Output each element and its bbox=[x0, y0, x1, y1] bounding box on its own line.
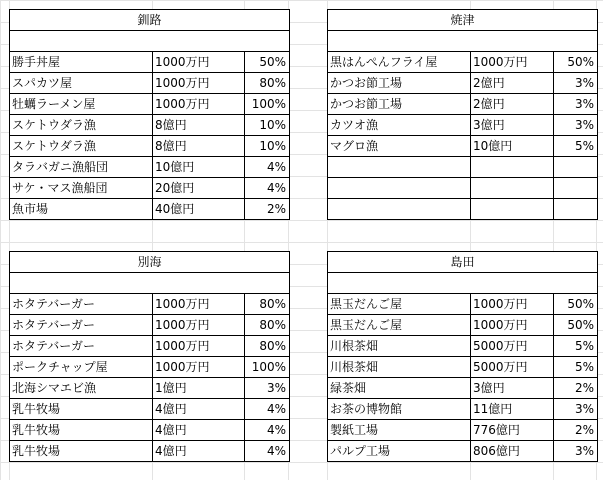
rate-cell[interactable]: 5% bbox=[554, 357, 598, 378]
cost-cell[interactable]: 4億円 bbox=[153, 441, 245, 462]
business-cell[interactable]: 牡蠣ラーメン屋 bbox=[10, 94, 153, 115]
table-row bbox=[10, 178, 290, 199]
rate-cell[interactable]: 5% bbox=[554, 136, 598, 157]
business-cell[interactable]: 北海シマエビ漁 bbox=[10, 378, 153, 399]
business-cell[interactable]: ホタテバーガー bbox=[10, 315, 153, 336]
rate-cell[interactable]: 100% bbox=[245, 357, 290, 378]
cost-cell[interactable]: 10億円 bbox=[153, 157, 245, 178]
business-cell[interactable]: 黒玉だんご屋 bbox=[328, 294, 471, 315]
rate-cell[interactable]: 2% bbox=[245, 199, 290, 220]
rate-cell[interactable] bbox=[554, 157, 598, 178]
table-title[interactable]: 釧路 bbox=[10, 10, 290, 31]
blank-cell[interactable] bbox=[10, 273, 290, 294]
table-shimada bbox=[327, 251, 598, 462]
blank-row bbox=[10, 273, 290, 294]
business-cell[interactable]: サケ・マス漁船団 bbox=[10, 178, 153, 199]
rate-cell[interactable]: 80% bbox=[245, 336, 290, 357]
table-row bbox=[328, 199, 598, 220]
cost-cell[interactable]: 776億円 bbox=[471, 420, 554, 441]
rate-cell[interactable]: 50% bbox=[245, 52, 290, 73]
business-cell[interactable]: ホタテバーガー bbox=[10, 294, 153, 315]
table-row bbox=[10, 94, 290, 115]
cost-cell[interactable]: 8億円 bbox=[153, 115, 245, 136]
business-cell[interactable]: 乳牛牧場 bbox=[10, 420, 153, 441]
table-header-row bbox=[10, 10, 290, 31]
table-row bbox=[10, 136, 290, 157]
cost-cell[interactable] bbox=[471, 199, 554, 220]
cost-cell[interactable]: 5000万円 bbox=[471, 357, 554, 378]
business-cell[interactable]: パルプ工場 bbox=[328, 441, 471, 462]
business-cell[interactable]: スケトウダラ漁 bbox=[10, 115, 153, 136]
cost-cell[interactable]: 1000万円 bbox=[153, 73, 245, 94]
table-row bbox=[328, 73, 598, 94]
rate-cell[interactable]: 50% bbox=[554, 52, 598, 73]
table-kushiro bbox=[9, 9, 290, 220]
cost-cell[interactable]: 1000万円 bbox=[153, 52, 245, 73]
table-row bbox=[10, 357, 290, 378]
business-cell[interactable]: お茶の博物館 bbox=[328, 399, 471, 420]
rate-cell[interactable] bbox=[554, 199, 598, 220]
rate-cell[interactable]: 10% bbox=[245, 115, 290, 136]
table-row bbox=[10, 378, 290, 399]
cost-cell[interactable]: 10億円 bbox=[471, 136, 554, 157]
cost-cell[interactable]: 11億円 bbox=[471, 399, 554, 420]
rate-cell[interactable]: 3% bbox=[554, 94, 598, 115]
blank-row bbox=[328, 31, 598, 52]
table-row bbox=[10, 52, 290, 73]
cost-cell[interactable]: 8億円 bbox=[153, 136, 245, 157]
rate-cell[interactable]: 4% bbox=[245, 178, 290, 199]
table-row bbox=[328, 115, 598, 136]
business-cell[interactable] bbox=[328, 178, 471, 199]
table-header-row bbox=[328, 10, 598, 31]
cost-cell[interactable]: 1億円 bbox=[153, 378, 245, 399]
table-row bbox=[328, 94, 598, 115]
cost-cell[interactable]: 1000万円 bbox=[153, 94, 245, 115]
table-row bbox=[328, 336, 598, 357]
business-cell[interactable]: スケトウダラ漁 bbox=[10, 136, 153, 157]
cost-cell[interactable]: 1000万円 bbox=[153, 336, 245, 357]
blank-cell[interactable] bbox=[328, 273, 598, 294]
table-row bbox=[10, 336, 290, 357]
table-row bbox=[328, 441, 598, 462]
table-row bbox=[328, 178, 598, 199]
cost-cell[interactable]: 3億円 bbox=[471, 115, 554, 136]
cost-cell[interactable] bbox=[471, 178, 554, 199]
table-header-row bbox=[10, 252, 290, 273]
cost-cell[interactable] bbox=[471, 157, 554, 178]
rate-cell[interactable]: 4% bbox=[245, 157, 290, 178]
table-row bbox=[10, 441, 290, 462]
table-row bbox=[10, 73, 290, 94]
blank-cell[interactable] bbox=[10, 31, 290, 52]
rate-cell[interactable]: 80% bbox=[245, 315, 290, 336]
rate-cell[interactable]: 4% bbox=[245, 420, 290, 441]
cost-cell[interactable]: 5000万円 bbox=[471, 336, 554, 357]
table-row bbox=[328, 399, 598, 420]
table-row bbox=[10, 294, 290, 315]
table-row bbox=[10, 199, 290, 220]
table-row bbox=[328, 52, 598, 73]
business-cell[interactable]: マグロ漁 bbox=[328, 136, 471, 157]
rate-cell[interactable]: 5% bbox=[554, 336, 598, 357]
business-cell[interactable]: 緑茶畑 bbox=[328, 378, 471, 399]
table-row bbox=[328, 294, 598, 315]
business-cell[interactable]: スパカツ屋 bbox=[10, 73, 153, 94]
business-cell[interactable] bbox=[328, 157, 471, 178]
cost-cell[interactable]: 4億円 bbox=[153, 420, 245, 441]
cost-cell[interactable]: 4億円 bbox=[153, 399, 245, 420]
business-cell[interactable]: 乳牛牧場 bbox=[10, 399, 153, 420]
cost-cell[interactable]: 40億円 bbox=[153, 199, 245, 220]
rate-cell[interactable]: 2% bbox=[554, 378, 598, 399]
cost-cell[interactable]: 2億円 bbox=[471, 73, 554, 94]
rate-cell[interactable]: 80% bbox=[245, 294, 290, 315]
blank-row bbox=[10, 31, 290, 52]
table-header-row bbox=[328, 252, 598, 273]
rate-cell[interactable]: 100% bbox=[245, 94, 290, 115]
table-title[interactable]: 焼津 bbox=[328, 10, 598, 31]
business-cell[interactable]: カツオ漁 bbox=[328, 115, 471, 136]
cost-cell[interactable]: 1000万円 bbox=[471, 315, 554, 336]
rate-cell[interactable]: 3% bbox=[554, 115, 598, 136]
cost-cell[interactable]: 2億円 bbox=[471, 94, 554, 115]
business-cell[interactable]: 乳牛牧場 bbox=[10, 441, 153, 462]
business-cell[interactable]: 黒はんぺんフライ屋 bbox=[328, 52, 471, 73]
rate-cell[interactable]: 50% bbox=[554, 315, 598, 336]
rate-cell[interactable]: 4% bbox=[245, 441, 290, 462]
business-cell[interactable] bbox=[328, 199, 471, 220]
rate-cell[interactable]: 3% bbox=[554, 73, 598, 94]
table-row bbox=[10, 157, 290, 178]
table-row bbox=[328, 378, 598, 399]
business-cell[interactable]: 川根茶畑 bbox=[328, 336, 471, 357]
table-title[interactable]: 島田 bbox=[328, 252, 598, 273]
business-cell[interactable]: 黒玉だんご屋 bbox=[328, 315, 471, 336]
business-cell[interactable]: タラバガニ漁船団 bbox=[10, 157, 153, 178]
rate-cell[interactable]: 3% bbox=[554, 399, 598, 420]
cost-cell[interactable]: 20億円 bbox=[153, 178, 245, 199]
business-cell[interactable]: 川根茶畑 bbox=[328, 357, 471, 378]
table-title[interactable]: 別海 bbox=[10, 252, 290, 273]
table-row bbox=[328, 357, 598, 378]
table-row bbox=[10, 115, 290, 136]
table-row bbox=[10, 399, 290, 420]
rate-cell[interactable]: 50% bbox=[554, 294, 598, 315]
table-row bbox=[10, 420, 290, 441]
cost-cell[interactable]: 806億円 bbox=[471, 441, 554, 462]
table-row bbox=[328, 136, 598, 157]
cost-cell[interactable]: 3億円 bbox=[471, 378, 554, 399]
blank-row bbox=[328, 273, 598, 294]
blank-cell[interactable] bbox=[328, 31, 598, 52]
cost-cell[interactable]: 1000万円 bbox=[471, 294, 554, 315]
table-row bbox=[328, 420, 598, 441]
rate-cell[interactable]: 4% bbox=[245, 399, 290, 420]
cost-cell[interactable]: 1000万円 bbox=[153, 294, 245, 315]
business-cell[interactable]: 魚市場 bbox=[10, 199, 153, 220]
rate-cell[interactable]: 10% bbox=[245, 136, 290, 157]
business-cell[interactable]: ポークチャップ屋 bbox=[10, 357, 153, 378]
business-cell[interactable]: かつお節工場 bbox=[328, 73, 471, 94]
cost-cell[interactable]: 1000万円 bbox=[471, 52, 554, 73]
rate-cell[interactable]: 2% bbox=[554, 420, 598, 441]
cost-cell[interactable]: 1000万円 bbox=[153, 315, 245, 336]
table-betsukai bbox=[9, 251, 290, 462]
business-cell[interactable]: 製紙工場 bbox=[328, 420, 471, 441]
business-cell[interactable]: ホタテバーガー bbox=[10, 336, 153, 357]
table-row bbox=[328, 157, 598, 178]
rate-cell[interactable]: 3% bbox=[554, 441, 598, 462]
business-cell[interactable]: かつお節工場 bbox=[328, 94, 471, 115]
rate-cell[interactable]: 80% bbox=[245, 73, 290, 94]
table-row bbox=[10, 315, 290, 336]
table-yaizu bbox=[327, 9, 598, 220]
business-cell[interactable]: 勝手丼屋 bbox=[10, 52, 153, 73]
table-row bbox=[328, 315, 598, 336]
cost-cell[interactable]: 1000万円 bbox=[153, 357, 245, 378]
rate-cell[interactable] bbox=[554, 178, 598, 199]
rate-cell[interactable]: 3% bbox=[245, 378, 290, 399]
